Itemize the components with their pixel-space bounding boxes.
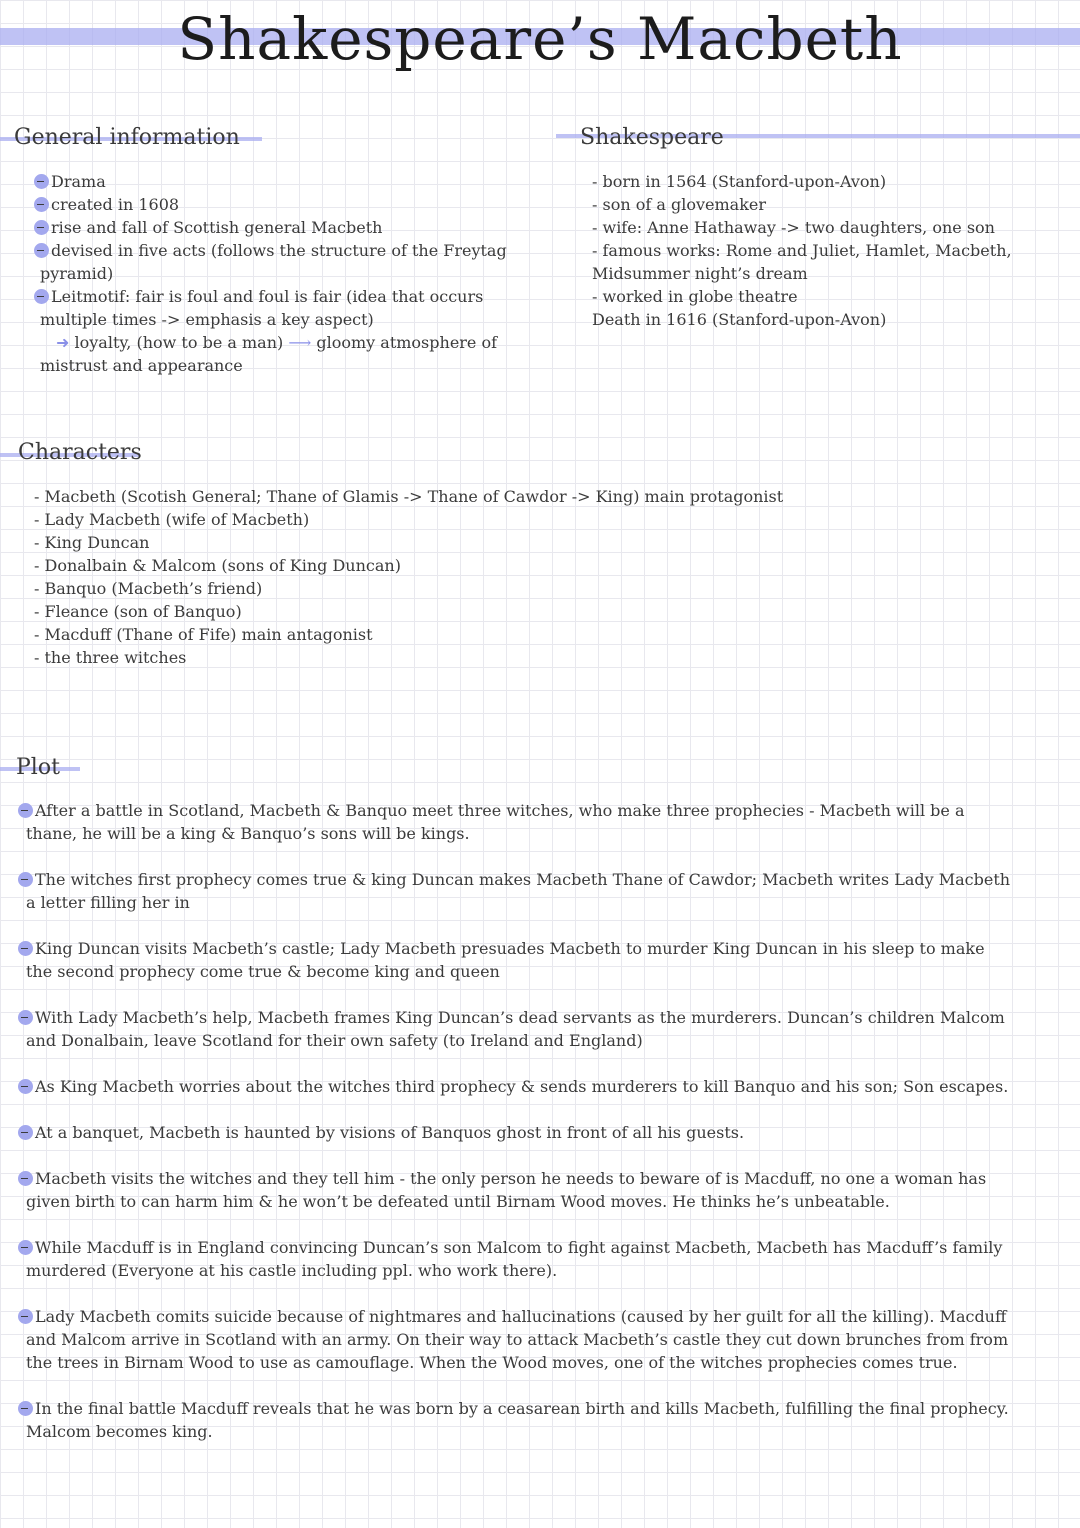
plot-line: In the final battle Macduff reveals that he was born by a ceasarean birth and kills Macbeth, fulfilling the final prophecy. [18,1397,1009,1420]
bullet-icon [18,941,33,956]
shakespeare-line: - wife: Anne Hathaway -> two daughters, one son [592,218,995,237]
plot-line: King Duncan visits Macbeth’s castle; Lady Macbeth presuades Macbeth to murder King Duncan in his sleep to make [18,937,985,960]
character-line: - Fleance (son of Banquo) [34,602,242,621]
shakespeare-line: - son of a glovemaker [592,195,767,214]
shakespeare-heading: Shakespeare [580,125,724,150]
bullet-icon [34,289,49,304]
bullet-icon [18,1079,33,1094]
bullet-icon [34,174,49,189]
shakespeare-line: Death in 1616 (Stanford-upon-Avon) [592,310,887,329]
plot-line: murdered (Everyone at his castle including ppl. who work there). [26,1261,558,1280]
bullet-icon [18,1401,33,1416]
plot-line: As King Macbeth worries about the witches third prophecy & sends murderers to kill Banquo and his son; Son escapes. [18,1075,1008,1098]
plot-line: and Donalbain, leave Scotland for their own safety (to Ireland and England) [26,1031,643,1050]
bullet-icon [18,1010,33,1025]
bullet-icon [18,803,33,818]
plot-line: Lady Macbeth comits suicide because of nightmares and hallucinations (caused by her guilt for all the killing). Macduff [18,1305,1006,1328]
plot-line: and Malcom arrive in Scotland with an army. On their way to attack Macbeth’s castle they cut down brunches from from [26,1330,1009,1349]
page-title: Shakespeare’s Macbeth [177,5,903,73]
bullet-icon [18,1240,33,1255]
general-line: mistrust and appearance [40,356,243,375]
plot-line: Macbeth visits the witches and they tell him - the only person he needs to beware of is Macduff, no one a woman has [18,1167,986,1190]
shakespeare-line: - worked in globe theatre [592,287,798,306]
character-line: - Macduff (Thane of Fife) main antagonist [34,625,373,644]
general-line: Drama [34,170,106,193]
general-line: devised in five acts (follows the structure of the Freytag [34,239,507,262]
general-line: created in 1608 [34,193,179,216]
character-line: - King Duncan [34,533,150,552]
character-line: - Macbeth (Scotish General; Thane of Glamis -> Thane of Cawdor -> King) main protagonist [34,487,784,506]
plot-line: given birth to can harm him & he won’t be defeated until Birnam Wood moves. He thinks he’s unbeatable. [26,1192,890,1211]
general-line: pyramid) [40,264,114,283]
shakespeare-line: Midsummer night’s dream [592,264,808,283]
plot-line: While Macduff is in England convincing Duncan’s son Malcom to fight against Macbeth, Macbeth has Macduff’s family [18,1236,1002,1259]
plot-line: With Lady Macbeth’s help, Macbeth frames King Duncan’s dead servants as the murderers. Duncan’s children Malcom [18,1006,1005,1029]
plot-line: The witches first prophecy comes true & king Duncan makes Macbeth Thane of Cawdor; Macbeth writes Lady Macbeth [18,868,1010,891]
general-line: Leitmotif: fair is foul and foul is fair (idea that occurs [34,285,483,308]
character-line: - Lady Macbeth (wife of Macbeth) [34,510,310,529]
plot-line: the second prophecy come true & become king and queen [26,962,500,981]
arrow-icon: ⟶ [283,333,317,352]
plot-line: thane, he will be a king & Banquo’s sons will be kings. [26,824,470,843]
shakespeare-line: - born in 1564 (Stanford-upon-Avon) [592,172,887,191]
general-heading: General information [14,125,240,150]
plot-line: the trees in Birnam Wood to use as camouflage. When the Wood moves, one of the witches prophecies comes true. [26,1353,958,1372]
plot-line: a letter filling her in [26,893,190,912]
bullet-icon [18,1171,33,1186]
character-line: - the three witches [34,648,187,667]
general-line: ➜ loyalty, (how to be a man) ⟶ gloomy atmosphere of [56,333,498,352]
general-line: rise and fall of Scottish general Macbeth [34,216,382,239]
characters-heading: Characters [18,440,142,465]
bullet-icon [18,1125,33,1140]
plot-line: At a banquet, Macbeth is haunted by visions of Banquos ghost in front of all his guests. [18,1121,744,1144]
shakespeare-line: - famous works: Rome and Juliet, Hamlet, Macbeth, [592,241,1012,260]
bullet-icon [34,220,49,235]
plot-line: After a battle in Scotland, Macbeth & Banquo meet three witches, who make three prophecies - Macbeth will be a [18,799,964,822]
bullet-icon [18,872,33,887]
arrow-icon: ➜ [56,333,75,352]
bullet-icon [34,197,49,212]
character-line: - Banquo (Macbeth’s friend) [34,579,263,598]
plot-line: Malcom becomes king. [26,1422,213,1441]
bullet-icon [34,243,49,258]
bullet-icon [18,1309,33,1324]
general-line: multiple times -> emphasis a key aspect) [40,310,374,329]
character-line: - Donalbain & Malcom (sons of King Duncan) [34,556,401,575]
plot-heading: Plot [16,755,60,780]
